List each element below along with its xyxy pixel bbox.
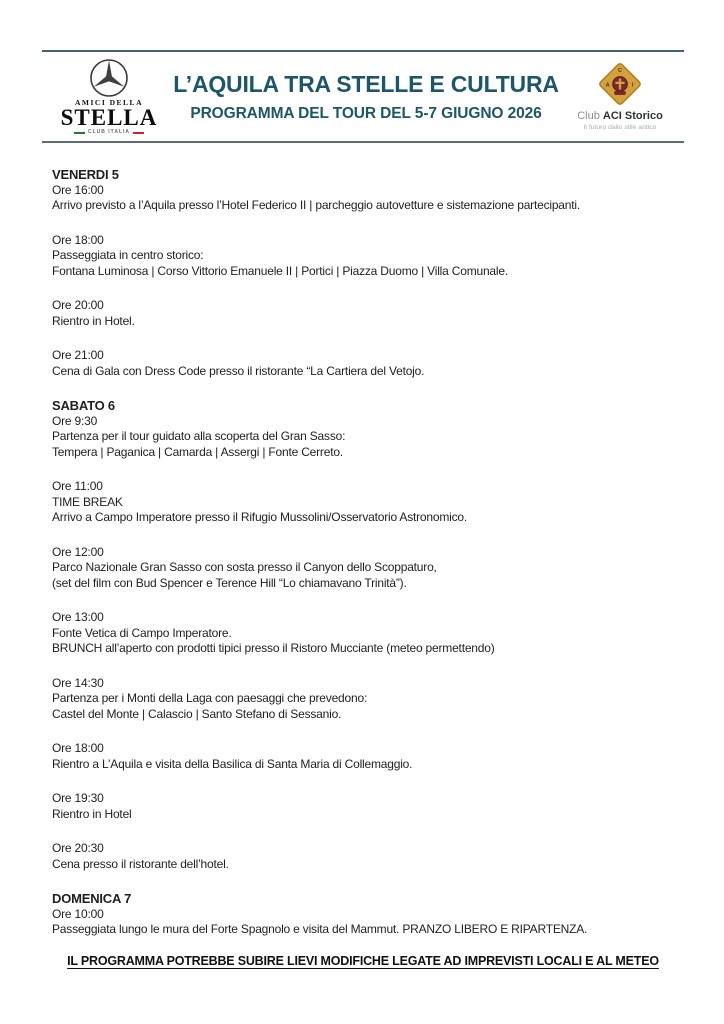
left-logo-line1: AMICI DELLA bbox=[75, 97, 143, 107]
day-heading: SABATO 6 bbox=[52, 398, 115, 413]
mercedes-star-icon bbox=[89, 58, 129, 98]
schedule-line: Fonte Vetica di Campo Imperatore. bbox=[52, 625, 232, 640]
right-logo-name bbox=[577, 110, 663, 123]
day-section bbox=[52, 891, 686, 938]
left-logo-line2: STELLA bbox=[60, 105, 158, 131]
svg-text:I: I bbox=[631, 82, 634, 89]
schedule-entry bbox=[52, 907, 686, 938]
amici-della-stella-logo bbox=[50, 58, 168, 136]
header-titles bbox=[168, 71, 564, 123]
schedule-line: Ore 18:00 bbox=[52, 741, 104, 755]
schedule-entry bbox=[52, 791, 686, 822]
schedule-line: Ore 20:00 bbox=[52, 298, 104, 312]
schedule-line: Arrivo previsto a l’Aquila presso l’Hotel Federico II | parcheggio autovetture e sistemazione partecipanti. bbox=[52, 198, 580, 212]
schedule-entry bbox=[52, 414, 686, 461]
schedule-line: BRUNCH all’aperto con prodotti tipici presso il Ristoro Mucciante (meteo permettendo) bbox=[52, 641, 495, 655]
page-subtitle: PROGRAMMA DEL TOUR DEL 5-7 GIUGNO 2026 bbox=[190, 104, 542, 122]
footer-notice: IL PROGRAMMA POTREBBE SUBIRE LIEVI MODIFICHE LEGATE AD IMPREVISTI LOCALI E AL METEO bbox=[67, 954, 659, 968]
schedule-line: Fontana Luminosa | Corso Vittorio Emanuele II | Portici | Piazza Duomo | Villa Comunale. bbox=[52, 263, 508, 278]
schedule-line: Ore 20:30 bbox=[52, 841, 104, 855]
schedule-line: Ore 19:30 bbox=[52, 791, 104, 805]
schedule-line: Partenza per i Monti della Laga con paesaggi che prevedono: bbox=[52, 691, 368, 705]
schedule-line: Ore 11:00 bbox=[52, 479, 103, 493]
flag-green-bar bbox=[74, 132, 85, 134]
schedule-entry bbox=[52, 741, 686, 772]
schedule-entry bbox=[52, 479, 686, 526]
schedule-entry bbox=[52, 298, 686, 329]
flag-red-bar bbox=[133, 132, 144, 134]
schedule-entry bbox=[52, 676, 686, 723]
schedule-line: Arrivo a Campo Imperatore presso il Rifugio Mussolini/Osservatorio Astronomico. bbox=[52, 510, 468, 524]
schedule-line: Ore 13:00 bbox=[52, 610, 104, 624]
day-section bbox=[52, 398, 686, 872]
schedule-entry bbox=[52, 183, 686, 214]
schedule-line: Rientro in Hotel bbox=[52, 806, 132, 821]
left-logo-flag-row bbox=[74, 130, 144, 135]
schedule-line: Partenza per il tour guidato alla scoperta del Gran Sasso: bbox=[52, 429, 346, 443]
day-entries bbox=[52, 907, 686, 938]
schedule-line: Ore 12:00 bbox=[52, 544, 104, 559]
left-logo-line3: CLUB ITALIA bbox=[87, 129, 130, 136]
schedule-entry bbox=[52, 545, 686, 592]
schedule bbox=[52, 167, 686, 938]
day-section bbox=[52, 167, 686, 379]
page-title: L’AQUILA TRA STELLE E CULTURA bbox=[173, 70, 559, 97]
schedule-line: (set del film con Bud Spencer e Terence Hill “Lo chiamavano Trinità”). bbox=[52, 575, 407, 590]
aci-emblem-icon bbox=[597, 61, 643, 107]
schedule-line: Passeggiata in centro storico: bbox=[52, 248, 204, 262]
document-header bbox=[42, 50, 684, 143]
schedule-line: Cena presso il ristorante dell’hotel. bbox=[52, 856, 229, 871]
svg-text:A: A bbox=[605, 82, 610, 89]
schedule-line: Ore 16:00 bbox=[52, 182, 104, 197]
schedule-entry bbox=[52, 348, 686, 379]
schedule-line: Cena di Gala con Dress Code presso il ristorante “La Cartiera del Vetojo. bbox=[52, 363, 425, 378]
schedule-line: Ore 21:00 bbox=[52, 348, 104, 362]
schedule-line: Ore 9:30 bbox=[52, 413, 98, 428]
schedule-line: Ore 18:00 bbox=[52, 232, 104, 247]
day-entries bbox=[52, 414, 686, 873]
day-heading: VENERDI 5 bbox=[52, 167, 119, 182]
schedule-line: Rientro in Hotel. bbox=[52, 313, 135, 328]
schedule-line: Passeggiata lungo le mura del Forte Spagnolo e visita del Mammut. PRANZO LIBERO E RIPARTENZA. bbox=[52, 922, 588, 936]
schedule-line: Ore 14:30 bbox=[52, 675, 104, 690]
day-heading: DOMENICA 7 bbox=[52, 891, 132, 906]
schedule-line: TIME BREAK bbox=[52, 494, 123, 509]
schedule-line: Rientro a L’Aquila e visita della Basilica di Santa Maria di Collemaggio. bbox=[52, 756, 413, 771]
schedule-entry bbox=[52, 233, 686, 280]
schedule-line: Ore 10:00 bbox=[52, 906, 104, 921]
schedule-line: Parco Nazionale Gran Sasso con sosta presso il Canyon dello Scoppaturo, bbox=[52, 560, 437, 574]
schedule-entry bbox=[52, 610, 686, 657]
schedule-line: Tempera | Paganica | Camarda | Assergi | Fonte Cerreto. bbox=[52, 444, 343, 459]
day-entries bbox=[52, 183, 686, 380]
schedule-entry bbox=[52, 841, 686, 872]
right-logo-club: Club bbox=[577, 109, 600, 122]
svg-text:C: C bbox=[618, 67, 622, 74]
right-logo-brand: ACI Storico bbox=[602, 109, 663, 122]
club-aci-storico-logo bbox=[564, 61, 676, 132]
right-logo-tagline: Il futuro dallo stile antico bbox=[583, 124, 657, 132]
schedule-line: Castel del Monte | Calascio | Santo Stefano di Sessanio. bbox=[52, 706, 342, 721]
